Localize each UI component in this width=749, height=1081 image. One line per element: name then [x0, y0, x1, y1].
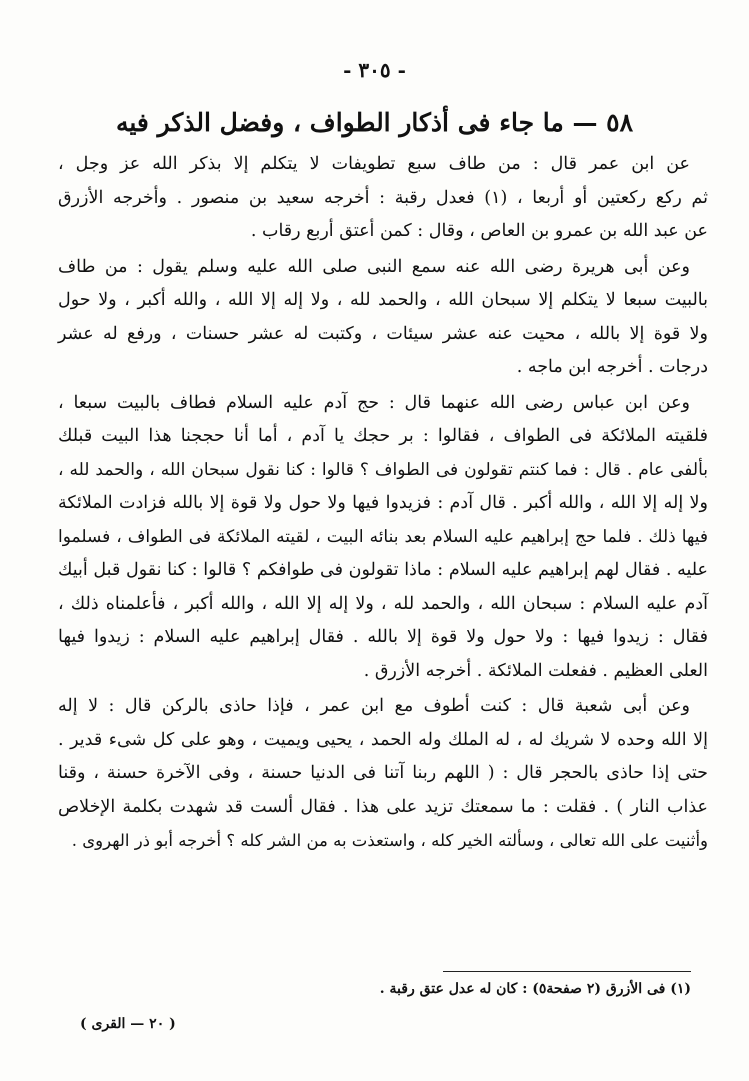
chapter-heading: ٥٨ — ما جاء فى أذكار الطواف ، وفضل الذكر فيه [115, 108, 634, 137]
text-line: ولا قوة إلا بالله ، محيت عنه عشر سيئات ، وكتبت له عشر حسنات ، ورفع له عشر [58, 323, 708, 344]
signature-mark: ( ٢٠ — القرى ) [80, 1016, 176, 1032]
text-line: فقال : زيدوا فيها : ولا حول ولا قوة إلا بالله . فقال إبراهيم عليه السلام : زيدوا فيها [58, 627, 708, 647]
text-line: وأثنيت على الله تعالى ، وسألته الخير كله ، واستعذت به من الشر كله ؟ أخرجه أبو ذر الهروى . [71, 831, 708, 850]
text-line: درجات . أخرجه ابن ماجه . [516, 357, 708, 377]
footnote: (١) فى الأزرق (٢ صفحة٥) : كان له عدل عتق رقبة . [379, 981, 691, 997]
footnote-divider [443, 971, 691, 972]
text-line: وعن أبى شعبة قال : كنت أطوف مع ابن عمر ، فإذا حاذى بالركن قال : لا إله [58, 696, 690, 716]
paragraph [58, 387, 708, 689]
page-number: - ٣٠٥ - [343, 58, 406, 82]
text-line: عن ابن عمر قال : من طاف سبع تطويفات لا يتكلم إلا بذكر الله عز وجل ، [58, 154, 690, 174]
text-line: ثم ركع ركعتين أو أربعا ، (١) فعدل رقبة : أخرجه سعيد بن منصور . وأخرجه الأزرق [58, 187, 708, 208]
text-line: إلا الله وحده لا شريك له ، له الملك وله الحمد ، يحيى ويميت ، وهو على كل شىء قدير . [58, 729, 708, 750]
paragraph [58, 690, 708, 858]
text-line: عن عبد الله بن عمرو بن العاص ، وقال : كمن أعتق أربع رقاب . [250, 221, 708, 241]
text-line: ولا إله إلا الله ، والله أكبر . قال آدم : فزيدوا فيها ولا حول ولا قوة إلا بالله فزادت الملائكة [58, 493, 708, 513]
body-text [58, 148, 708, 858]
text-line: بالبيت سبعا لا يتكلم إلا سبحان الله ، والحمد لله ، ولا إله إلا الله ، والله أكبر ، ولا حول [58, 290, 708, 310]
text-line: وعن أبى هريرة رضى الله عنه سمع النبى صلى الله عليه وسلم يقول : من طاف [58, 256, 690, 277]
text-line: فيها ذلك . فلما حج إبراهيم عليه السلام بعد بنائه البيت ، لقيته الملائكة فى الطواف ، فسلموا [58, 526, 708, 547]
paragraph [58, 148, 708, 249]
text-line: العلى العظيم . ففعلت الملائكة . أخرجه الأزرق . [363, 660, 708, 681]
text-line: عليه . فقال لهم إبراهيم عليه السلام : ماذا تقولون فى طوافكم ؟ قالوا : كنا نقول قبل أبيك [58, 560, 708, 580]
paragraph [58, 251, 708, 385]
text-line: بألفى عام . قال : فما كنتم تقولون فى الطواف ؟ قالوا : كنا نقول سبحان الله ، والحمد لله ، [58, 459, 708, 480]
text-line: آدم عليه السلام : سبحان الله ، والحمد لله ، ولا إله إلا الله ، والله أكبر ، فأعلمناه ذلك ، [58, 593, 708, 614]
text-line: عذاب النار ) . فقلت : ما سمعتك تزيد على هذا . فقال ألست قد شهدت بكلمة الإخلاص [58, 796, 708, 817]
text-line: وعن ابن عباس رضى الله عنهما قال : حج آدم عليه السلام فطاف بالبيت سبعا ، [58, 392, 690, 413]
text-line: حتى إذا حاذى بالحجر قال : ( اللهم ربنا آتنا فى الدنيا حسنة ، وفى الآخرة حسنة ، وقنا [58, 763, 708, 783]
text-line: فلقيته الملائكة فى الطواف ، فقالوا : بر حجك يا آدم ، أما أنا حججنا هذا البيت قبلك [58, 426, 708, 446]
